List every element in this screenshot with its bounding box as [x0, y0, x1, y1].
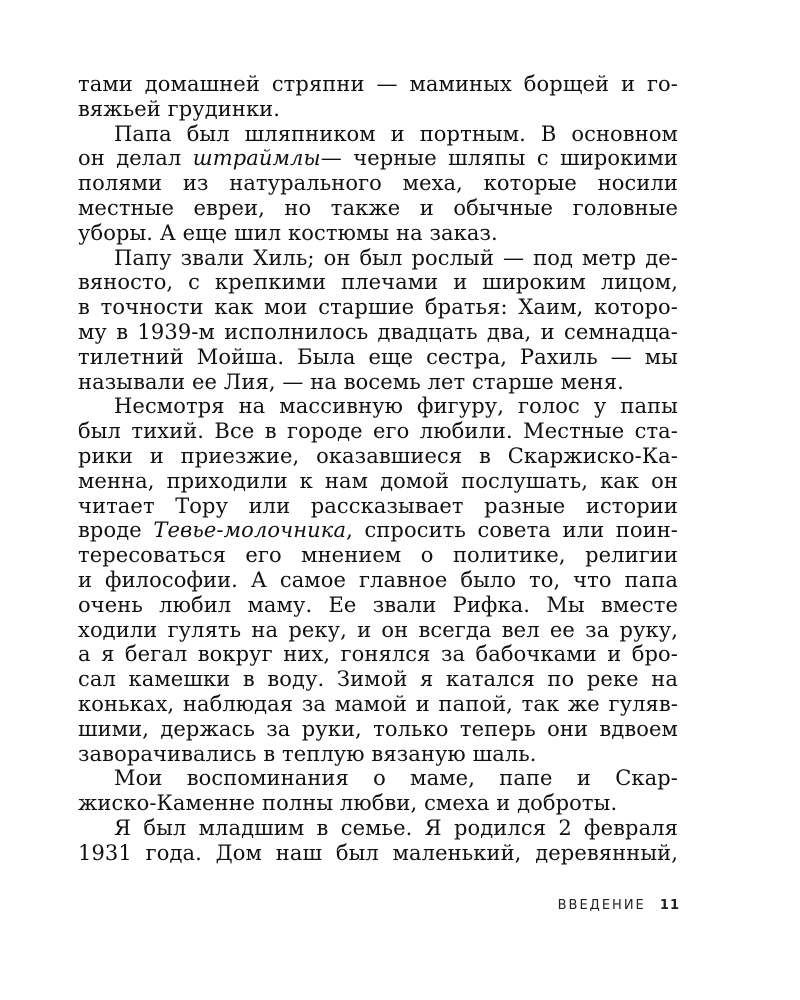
text-line: вяжьей грудинки.: [78, 96, 281, 121]
text-line: называли ее Лия, — на восемь лет старше меня.: [78, 369, 624, 394]
italic-term-shtraimly: штраймлы: [192, 146, 321, 171]
text-line: жиско-Каменне полны любви, смеха и доброты.: [78, 791, 618, 816]
text-line: Я был младшим в семье. Я родился 2 февраля: [114, 815, 678, 840]
text-line: тами домашней стряпни — маминых борщей и го-: [78, 72, 678, 96]
text-line: Папу звали Хиль; он был рослый — под метр де-: [114, 245, 678, 270]
text-line: [78, 146, 678, 171]
text-line: тилетний Мойша. Была еще сестра, Рахиль — мы: [78, 344, 678, 369]
text-line: Мои воспоминания о маме, папе и Скар-: [114, 766, 678, 791]
text-line: коньках, наблюдая за мамой и папой, так же гуляв-: [78, 691, 678, 716]
text-line: вяносто, с крепкими плечами и широким лицом,: [78, 270, 678, 295]
text-line: заворачивались в теплую вязаную шаль.: [78, 741, 537, 766]
text-line: сал камешки в воду. Зимой я катался по реке на: [78, 667, 678, 692]
text-line: полями из натурального меха, которые носили: [78, 171, 678, 196]
italic-title-tevye: Тевье-молочника: [153, 518, 347, 543]
text-line: уборы. А еще шил костюмы на заказ.: [78, 220, 498, 245]
text-line: [78, 518, 678, 543]
text-fragment: , спросить совета или поин-: [346, 518, 678, 543]
text-line: ходили гулять на реку, и он всегда вел ее за руку,: [78, 617, 678, 642]
running-footer: [558, 898, 680, 913]
text-line: был тихий. Все в городе его любили. Местные ста-: [78, 419, 678, 444]
book-page: [78, 72, 678, 866]
text-line: и философии. А самое главное было то, что папа: [78, 567, 678, 592]
text-line: менна, приходили к нам домой послушать, как он: [78, 468, 678, 493]
text-line: 1931 года. Дом наш был маленький, деревянный,: [78, 840, 678, 865]
text-line: а я бегал вокруг них, гонялся за бабочками и бро-: [78, 642, 678, 667]
page-number: 11: [659, 898, 680, 913]
text-fragment: он делал: [78, 146, 182, 171]
text-line: Несмотря на массивную фигуру, голос у папы: [114, 394, 678, 419]
text-line: очень любил маму. Ее звали Рифка. Мы вместе: [78, 592, 678, 617]
text-fragment: вроде: [78, 518, 142, 543]
text-line: местные евреи, но также и обычные головные: [78, 195, 678, 220]
section-title: ВВЕДЕНИЕ: [557, 898, 646, 913]
text-line: читает Тору или рассказывает разные истории: [78, 493, 678, 518]
text-line: Папа был шляпником и портным. В основном: [114, 121, 678, 146]
text-line: шими, держась за руки, только теперь они вдвоем: [78, 716, 678, 741]
text-line: му в 1939-м исполнилось двадцать два, и семнадца-: [78, 319, 678, 344]
text-line: тересоваться его мнением о политике, религии: [78, 543, 678, 568]
text-fragment: — черные шляпы с широкими: [320, 146, 678, 171]
text-line: в точности как мои старшие братья: Хаим, которо-: [78, 295, 678, 320]
body-text: [78, 72, 678, 866]
text-line: рики и приезжие, оказавшиеся в Скаржиско-Ка-: [78, 443, 678, 468]
